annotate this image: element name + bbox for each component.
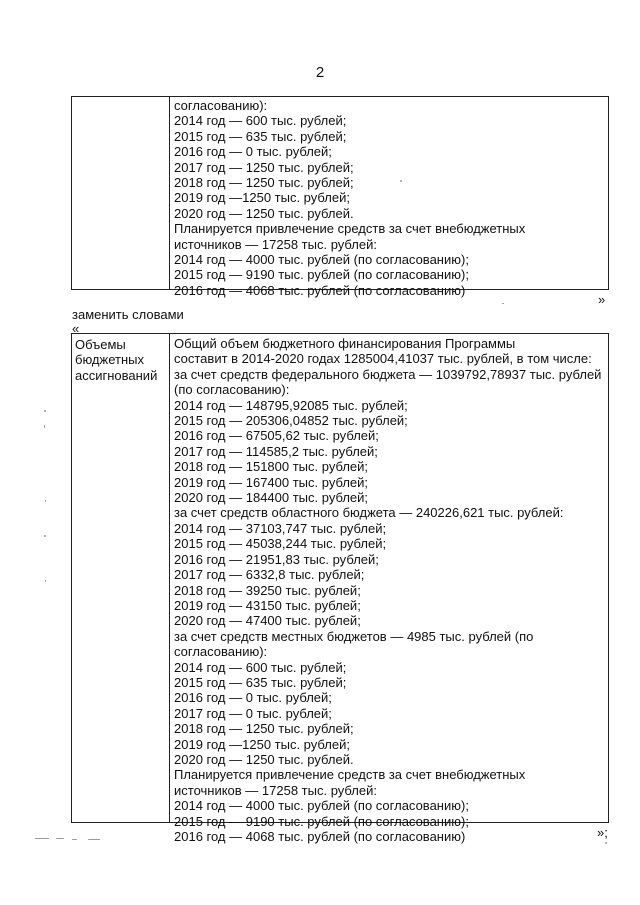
table-line: 2018 год — 1250 тыс. рублей; (174, 175, 354, 191)
table-line: составит в 2014-2020 годах 1285004,41037 тыс. рублей, в том числе: (174, 351, 592, 367)
scan-speck (56, 838, 64, 839)
table-old-right-cell (170, 97, 608, 298)
page-number: 2 (315, 64, 325, 81)
table-line: 2015 год — 9190 тыс. рублей (по согласованию); (174, 813, 469, 829)
opening-quote: « (72, 321, 80, 336)
left-cell-line: Объемы (75, 337, 126, 352)
table-line: 2020 год — 184400 тыс. рублей; (174, 490, 369, 506)
table-line: 2014 год — 600 тыс. рублей; (174, 659, 347, 675)
table-line: 2014 год — 148795,92085 тыс. рублей; (174, 397, 408, 413)
table-line: за счет средств областного бюджета — 240226,621 тыс. рублей: (174, 505, 564, 521)
scan-speck (44, 535, 46, 537)
table-line: 2020 год — 1250 тыс. рублей. (174, 751, 354, 767)
table-line: Общий объем бюджетного финансирования Программы (174, 336, 516, 351)
table-line: 2014 год — 37103,747 тыс. рублей; (174, 520, 387, 536)
table-line: 2016 год — 0 тыс. рублей; (174, 690, 332, 706)
budget-table-new (71, 333, 609, 844)
table-line: 2017 год — 0 тыс. рублей; (174, 705, 332, 721)
table-line: Планируется привлечение средств за счет внебюджетных (174, 221, 526, 237)
table-line: 2019 год — 167400 тыс. рублей; (174, 474, 369, 490)
table-line: 2019 год — 43150 тыс. рублей; (174, 597, 361, 613)
budget-table-old (71, 96, 609, 298)
table-line: согласованию): (174, 644, 268, 660)
table-line: 2015 год — 45038,244 тыс. рублей; (174, 536, 387, 552)
table-line: за счет средств федерального бюджета — 1039792,78937 тыс. рублей (174, 366, 602, 382)
table-line: 2020 год — 1250 тыс. рублей. (174, 205, 354, 221)
table-line: 2017 год — 6332,8 тыс. рублей; (174, 567, 365, 583)
table-line: 2017 год — 1250 тыс. рублей; (174, 159, 354, 175)
scan-speck (605, 842, 607, 844)
left-cell-line: бюджетных (75, 352, 144, 368)
scan-speck (502, 303, 504, 304)
table-line: 2018 год — 39250 тыс. рублей; (174, 582, 361, 598)
table-line: 2016 год — 4068 тыс. рублей (по согласованию) (174, 829, 466, 844)
table-line: 2019 год —1250 тыс. рублей; (174, 736, 350, 752)
table-line: 2014 год — 600 тыс. рублей; (174, 113, 347, 129)
table-line: источников — 17258 тыс. рублей: (174, 236, 377, 252)
replace-instruction: заменить словами (72, 307, 184, 322)
table-line: за счет средств местных бюджетов — 4985 тыс. рублей (по (174, 628, 534, 644)
table-line: 2016 год — 4068 тыс. рублей (по согласованию) (174, 282, 466, 298)
table-line: 2016 год — 21951,83 тыс. рублей; (174, 551, 379, 567)
table-line: 2015 год — 205306,04852 тыс. рублей; (174, 413, 408, 429)
scan-speck (72, 839, 77, 840)
table-line: Планируется привлечение средств за счет внебюджетных (174, 767, 526, 783)
table-line: 2014 год — 4000 тыс. рублей (по согласованию); (174, 252, 469, 268)
scan-speck (35, 838, 49, 839)
scan-speck (45, 580, 46, 582)
left-cell-line: ассигнований (75, 367, 158, 383)
table-line: (по согласованию): (174, 382, 290, 398)
table-line: 2015 год — 635 тыс. рублей; (174, 128, 347, 144)
table-line: согласованию): (174, 98, 268, 113)
closing-quote: » (598, 292, 606, 307)
table-line: 2015 год — 635 тыс. рублей; (174, 674, 347, 690)
table-line: 2018 год — 1250 тыс. рублей; (174, 721, 354, 737)
table-old-left-cell (72, 97, 170, 289)
table-new-right-cell (170, 334, 608, 844)
table-line: 2019 год —1250 тыс. рублей; (174, 190, 350, 206)
table-new-left-cell (72, 334, 170, 822)
scan-speck (44, 425, 45, 428)
table-line: 2015 год — 9190 тыс. рублей (по согласованию); (174, 267, 469, 283)
table-line: 2014 год — 4000 тыс. рублей (по согласованию); (174, 798, 469, 814)
table-line: 2016 год — 67505,62 тыс. рублей; (174, 428, 379, 444)
scan-speck (400, 180, 402, 182)
table-line: 2017 год — 114585,2 тыс. рублей; (174, 443, 378, 459)
scan-speck (45, 500, 46, 502)
table-line: 2016 год — 0 тыс. рублей; (174, 144, 332, 160)
scan-speck (88, 839, 100, 840)
closing-quote-semicolon: »; (597, 825, 608, 840)
table-line: 2018 год — 151800 тыс. рублей; (174, 459, 369, 475)
scan-speck (44, 410, 46, 412)
table-line: источников — 17258 тыс. рублей: (174, 782, 377, 798)
table-line: 2020 год — 47400 тыс. рублей; (174, 613, 361, 629)
